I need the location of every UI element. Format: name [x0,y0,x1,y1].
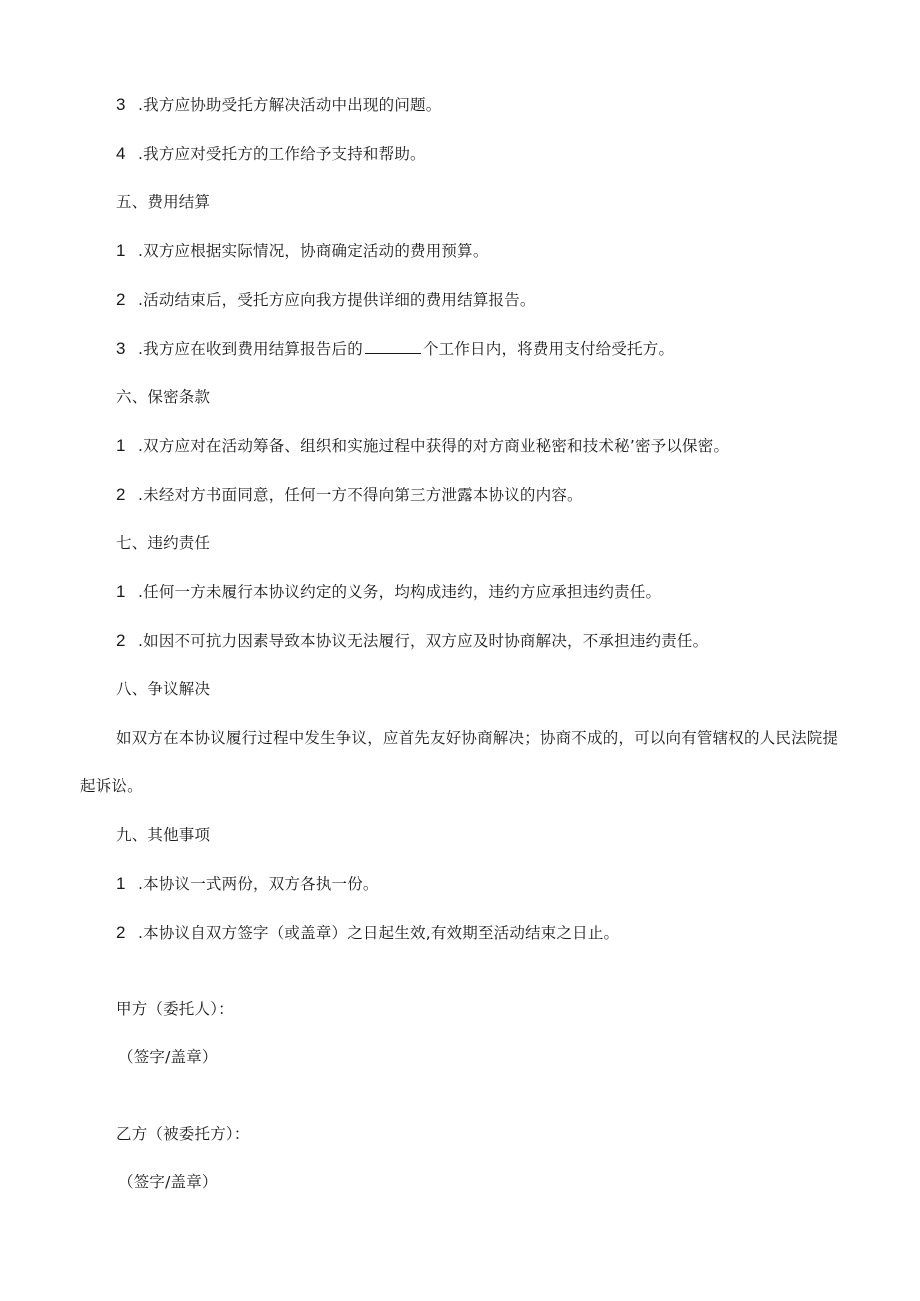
list-item [116,582,661,602]
list-item [116,241,489,261]
section-heading: 六、保密条款 [116,388,211,406]
party-b-signature-note: （签字/盖章） [118,1173,218,1191]
party-b-label: 乙方（被委托方）： [116,1125,250,1143]
list-item [116,339,674,359]
item-number: 3 [116,95,126,114]
item-text: .任何一方未履行本协议约定的义务，均构成违约，违约方应承担违约责任。 [138,583,662,601]
item-text: .本协议一式两份，双方各执一份。 [138,875,379,893]
item-text: .我方应对受托方的工作给予支持和帮助。 [138,145,426,163]
item-number: 2 [116,923,126,942]
paragraph-line: 如双方在本协议履行过程中发生争议，应首先友好协商解决；协商不成的，可以向有管辖权的人民法院提 [116,729,839,747]
list-item [116,290,536,310]
item-text: .活动结束后，受托方应向我方提供详细的费用结算报告。 [138,291,536,309]
item-text: .如因不可抗力因素导致本协议无法履行，双方应及时协商解决，不承担违约责任。 [138,632,709,650]
item-number: 2 [116,290,126,309]
list-item [116,485,583,505]
item-number: 1 [116,241,126,260]
item-text: .未经对方书面同意，任何一方不得向第三方泄露本协议的内容。 [138,486,583,504]
item-number: 4 [116,144,126,163]
list-item [116,923,619,943]
list-item [116,436,729,456]
item-text: 个工作日内，将费用支付给受托方。 [422,340,675,358]
section-heading: 七、违约责任 [116,534,211,552]
item-text: .本协议自双方签字（或盖章）之日起生效,有效期至活动结束之日止。 [138,924,620,942]
item-number: 2 [116,485,126,504]
item-text: .我方应在收到费用结算报告后的 [138,340,363,358]
item-number: 2 [116,631,126,650]
item-text: .双方应对在活动筹备、组织和实施过程中获得的对方商业秘密和技术秘’密予以保密。 [138,437,730,455]
fill-in-blank [365,339,421,354]
party-a-label: 甲方（委托人）： [116,1000,234,1018]
list-item [116,874,379,894]
item-number: 1 [116,436,126,455]
list-item [116,144,426,164]
item-number: 3 [116,339,126,358]
party-a-signature-note: （签字/盖章） [118,1048,218,1066]
item-number: 1 [116,874,126,893]
section-heading: 八、争议解决 [116,680,211,698]
list-item [116,631,708,651]
item-number: 1 [116,582,126,601]
section-heading: 五、费用结算 [116,193,211,211]
section-heading: 九、其他事项 [116,826,211,844]
item-text: .双方应根据实际情况，协商确定活动的费用预算。 [138,242,489,260]
list-item [116,95,441,115]
item-text: .我方应协助受托方解决活动中出现的问题。 [138,96,442,114]
paragraph-line: 起诉讼。 [80,777,143,795]
